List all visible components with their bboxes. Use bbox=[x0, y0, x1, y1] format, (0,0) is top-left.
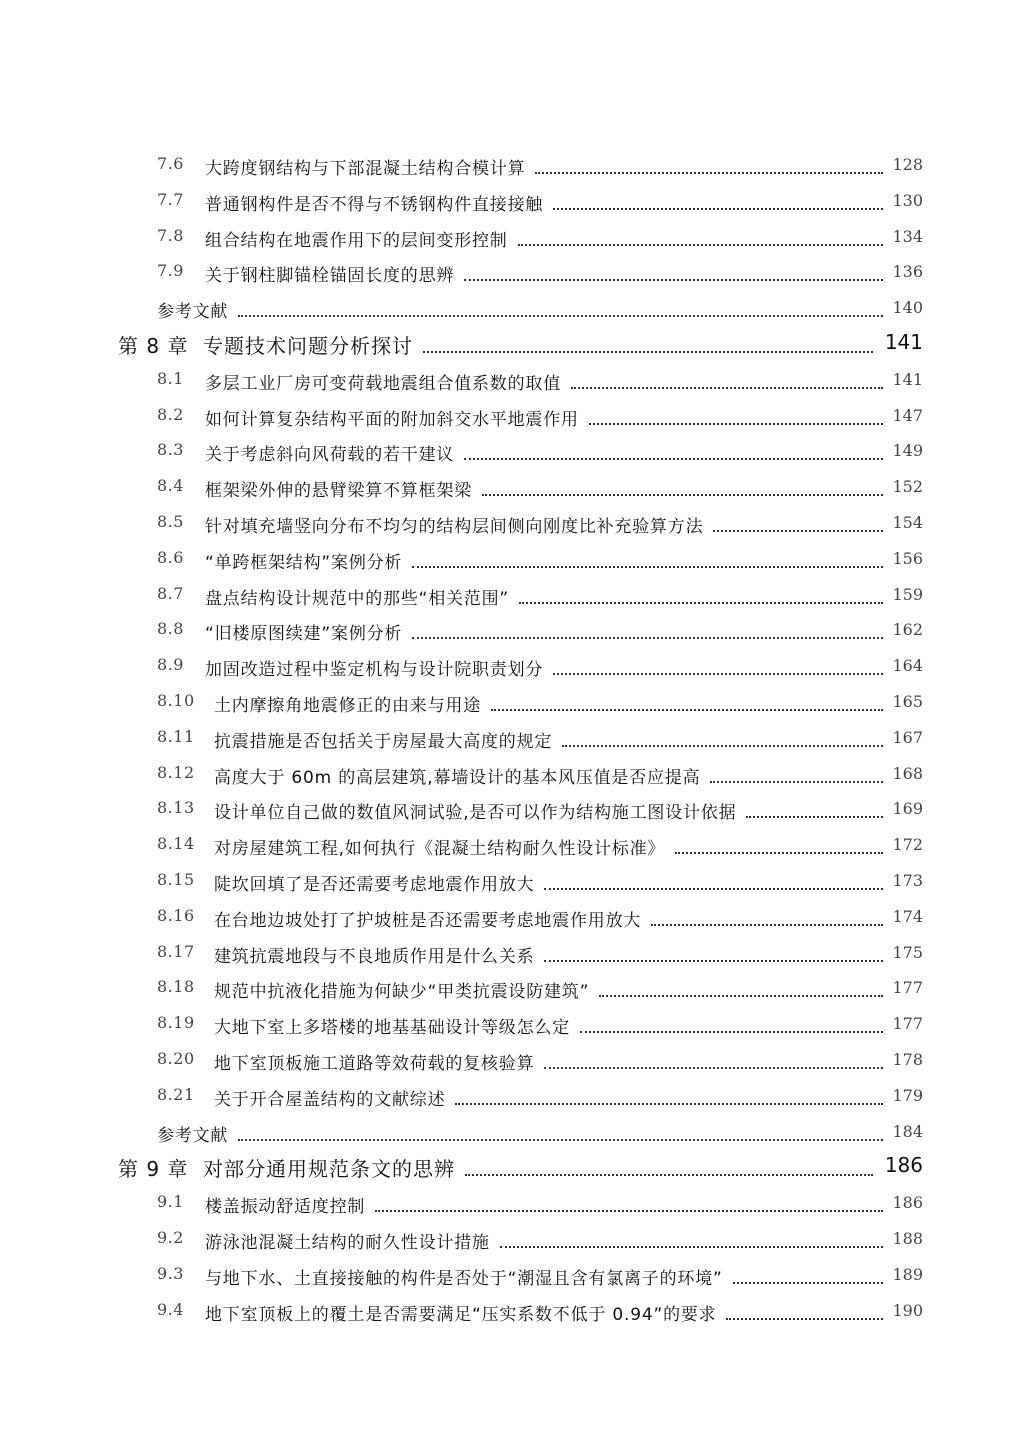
entry-title: 楼盖振动舒适度控制 bbox=[205, 1197, 366, 1218]
dot-leader bbox=[544, 1066, 883, 1069]
entry-title: 对房屋建筑工程,如何执行《混凝土结构耐久性设计标准》 bbox=[214, 839, 666, 860]
page-number: 184 bbox=[892, 1121, 923, 1141]
entry-title: 盘点结构设计规范中的那些“相关范围” bbox=[205, 588, 510, 609]
toc-section-row[interactable] bbox=[0, 542, 1027, 578]
toc-section-row[interactable] bbox=[0, 971, 1027, 1007]
entry-leader bbox=[214, 798, 887, 822]
entry-leader bbox=[205, 369, 887, 393]
toc-section-row[interactable] bbox=[0, 434, 1027, 470]
entry-leader bbox=[205, 226, 887, 250]
dot-leader bbox=[589, 422, 883, 425]
section-number: 7.9 bbox=[157, 261, 184, 281]
dot-leader bbox=[482, 493, 883, 496]
toc-section-row[interactable] bbox=[0, 506, 1027, 542]
toc-chapter-row[interactable] bbox=[0, 1150, 1027, 1186]
section-number: 8.18 bbox=[157, 977, 195, 997]
entry-title: 建筑抗震地段与不良地质作用是什么关系 bbox=[214, 946, 535, 967]
toc-section-row[interactable] bbox=[0, 649, 1027, 685]
entry-title: 陡坎回填了是否还需要考虑地震作用放大 bbox=[214, 874, 535, 895]
page-number: 177 bbox=[892, 978, 923, 998]
entry-title: 关于开合屋盖结构的文献综述 bbox=[214, 1089, 446, 1110]
page-number: 190 bbox=[892, 1300, 923, 1320]
section-number: 8.1 bbox=[157, 368, 184, 388]
toc-section-row[interactable] bbox=[0, 578, 1027, 614]
entry-leader bbox=[203, 1153, 877, 1182]
entry-title: “单跨框架结构”案例分析 bbox=[205, 552, 403, 573]
dot-leader bbox=[465, 1173, 873, 1176]
entry-title: 参考文献 bbox=[157, 1125, 229, 1146]
toc-section-row[interactable] bbox=[0, 1222, 1027, 1258]
section-number: 8.13 bbox=[157, 798, 195, 818]
toc-section-row[interactable] bbox=[0, 1079, 1027, 1115]
entry-title: 游泳池混凝土结构的耐久性设计措施 bbox=[205, 1232, 490, 1253]
section-number: 8.9 bbox=[157, 655, 184, 675]
toc-section-row[interactable] bbox=[0, 220, 1027, 256]
entry-leader bbox=[203, 330, 877, 358]
toc-references-row[interactable] bbox=[0, 291, 1027, 327]
entry-title: 关于钢柱脚锚栓锚固长度的思辨 bbox=[205, 266, 455, 287]
entry-leader bbox=[214, 727, 887, 751]
dot-leader bbox=[713, 529, 883, 532]
dot-leader bbox=[464, 457, 883, 460]
page-number: 186 bbox=[884, 1153, 923, 1178]
toc-section-row[interactable] bbox=[0, 721, 1027, 757]
page-number: 147 bbox=[892, 405, 923, 425]
toc-chapter-row[interactable] bbox=[0, 327, 1027, 363]
toc-section-row[interactable] bbox=[0, 1258, 1027, 1294]
entry-title: 对部分通用规范条文的思辨 bbox=[203, 1157, 455, 1182]
entry-leader bbox=[214, 1013, 887, 1037]
dot-leader bbox=[544, 887, 883, 890]
toc-section-row[interactable] bbox=[0, 792, 1027, 828]
toc-section-row[interactable] bbox=[0, 1294, 1027, 1330]
dot-leader bbox=[535, 171, 883, 174]
entry-title: 框架梁外伸的悬臂梁算不算框架梁 bbox=[205, 481, 472, 502]
section-number: 8.14 bbox=[157, 834, 195, 854]
entry-leader bbox=[205, 476, 887, 500]
page-number: 167 bbox=[892, 727, 923, 747]
entry-title: 与地下水、土直接接触的构件是否处于“潮湿且含有氯离子的环境” bbox=[205, 1268, 723, 1289]
dot-leader bbox=[675, 851, 883, 854]
page-number: 134 bbox=[892, 226, 923, 246]
page-number: 173 bbox=[892, 870, 923, 890]
entry-title: 高度大于 60m 的高层建筑,幕墙设计的基本风压值是否应提高 bbox=[214, 767, 701, 788]
entry-title: 大跨度钢结构与下部混凝土结构合模计算 bbox=[205, 159, 526, 179]
entry-leader bbox=[205, 548, 887, 572]
dot-leader bbox=[599, 994, 883, 997]
dot-leader bbox=[746, 815, 883, 818]
page-number: 156 bbox=[892, 548, 923, 568]
dot-leader bbox=[412, 565, 883, 568]
table-of-contents bbox=[0, 148, 1027, 1329]
entry-leader bbox=[214, 977, 887, 1001]
section-number: 8.3 bbox=[157, 440, 184, 460]
entry-title: 大地下室上多塔楼的地基基础设计等级怎么定 bbox=[214, 1018, 570, 1039]
dot-leader bbox=[423, 350, 873, 353]
toc-section-row[interactable] bbox=[0, 613, 1027, 649]
entry-title: 普通钢构件是否不得与不锈钢构件直接接触 bbox=[205, 194, 544, 215]
toc-section-row[interactable] bbox=[0, 255, 1027, 291]
toc-references-row[interactable] bbox=[0, 1115, 1027, 1151]
entry-title: 地下室顶板施工道路等效荷载的复核验算 bbox=[214, 1053, 535, 1074]
dot-leader bbox=[571, 386, 883, 389]
dot-leader bbox=[518, 243, 883, 246]
page-number: 179 bbox=[892, 1085, 923, 1105]
entry-leader bbox=[205, 405, 887, 429]
section-number: 9.1 bbox=[157, 1192, 184, 1212]
dot-leader bbox=[238, 314, 883, 317]
dot-leader bbox=[544, 959, 883, 962]
entry-leader bbox=[205, 584, 887, 608]
dot-leader bbox=[553, 207, 883, 210]
page-number: 141 bbox=[884, 329, 923, 354]
entry-title: 在台地边坡处打了护坡桩是否还需要考虑地震作用放大 bbox=[214, 910, 642, 931]
page-number: 165 bbox=[892, 691, 923, 711]
entry-title: 专题技术问题分析探讨 bbox=[203, 333, 413, 358]
section-number: 8.10 bbox=[157, 690, 195, 710]
page-number: 177 bbox=[892, 1014, 923, 1034]
section-number: 8.6 bbox=[157, 547, 184, 567]
page-number: 136 bbox=[892, 262, 923, 282]
entry-title: 加固改造过程中鉴定机构与设计院职责划分 bbox=[205, 660, 544, 681]
entry-leader bbox=[157, 297, 887, 321]
section-number: 9.4 bbox=[157, 1299, 184, 1319]
section-number: 8.5 bbox=[157, 511, 184, 531]
entry-leader bbox=[157, 1121, 887, 1145]
entry-leader bbox=[214, 1049, 887, 1073]
page-number: 154 bbox=[892, 512, 923, 532]
page-number: 130 bbox=[892, 190, 923, 210]
dot-leader bbox=[553, 672, 883, 675]
page-number: 152 bbox=[892, 477, 923, 497]
entry-leader bbox=[214, 870, 887, 894]
section-number: 8.15 bbox=[157, 869, 195, 889]
dot-leader bbox=[238, 1138, 883, 1141]
section-number: 8.2 bbox=[157, 404, 184, 424]
dot-leader bbox=[733, 1281, 883, 1284]
entry-title: 多层工业厂房可变荷载地震组合值系数的取值 bbox=[205, 373, 561, 394]
page-number: 162 bbox=[892, 620, 923, 640]
entry-title: 组合结构在地震作用下的层间变形控制 bbox=[205, 230, 508, 251]
entry-title: 关于考虑斜向风荷载的若干建议 bbox=[205, 445, 455, 466]
section-number: 8.21 bbox=[157, 1084, 195, 1104]
dot-leader bbox=[491, 708, 883, 711]
chapter-label: 第 8 章 bbox=[118, 333, 189, 358]
page-number: 164 bbox=[892, 656, 923, 676]
toc-section-row[interactable] bbox=[0, 757, 1027, 793]
dot-leader bbox=[710, 780, 883, 783]
toc-section-row[interactable] bbox=[0, 936, 1027, 972]
dot-leader bbox=[464, 278, 883, 281]
page-number: 128 bbox=[892, 155, 923, 174]
entry-leader bbox=[205, 154, 887, 178]
section-number: 9.3 bbox=[157, 1263, 184, 1283]
entry-leader bbox=[205, 1228, 887, 1252]
entry-leader bbox=[205, 261, 887, 285]
section-number: 8.19 bbox=[157, 1013, 195, 1033]
toc-section-row[interactable] bbox=[0, 399, 1027, 435]
section-number: 7.6 bbox=[157, 154, 184, 173]
toc-section-row[interactable] bbox=[0, 1007, 1027, 1043]
page-number: 188 bbox=[892, 1228, 923, 1248]
section-number: 7.7 bbox=[157, 189, 184, 209]
toc-section-row[interactable] bbox=[0, 363, 1027, 399]
entry-title: 如何计算复杂结构平面的附加斜交水平地震作用 bbox=[205, 409, 579, 430]
entry-title: 土内摩擦角地震修正的由来与用途 bbox=[214, 695, 481, 716]
toc-section-row[interactable] bbox=[0, 1043, 1027, 1079]
section-number: 9.2 bbox=[157, 1227, 184, 1247]
dot-leader bbox=[375, 1209, 883, 1212]
dot-leader bbox=[562, 744, 883, 747]
entry-leader bbox=[205, 1300, 887, 1324]
entry-leader bbox=[214, 942, 887, 966]
toc-section-row[interactable] bbox=[0, 470, 1027, 506]
toc-section-row[interactable] bbox=[0, 828, 1027, 864]
dot-leader bbox=[500, 1245, 883, 1248]
entry-leader bbox=[205, 1264, 887, 1288]
entry-leader bbox=[205, 440, 887, 464]
entry-title: 针对填充墙竖向分布不均匀的结构层间侧向刚度比补充验算方法 bbox=[205, 516, 704, 537]
entry-leader bbox=[214, 763, 887, 787]
toc-section-row[interactable] bbox=[0, 1186, 1027, 1222]
toc-section-row[interactable] bbox=[0, 900, 1027, 936]
section-number: 7.8 bbox=[157, 225, 184, 245]
entry-title: 规范中抗液化措施为何缺少“甲类抗震设防建筑” bbox=[214, 982, 590, 1003]
entry-title: 设计单位自己做的数值风洞试验,是否可以作为结构施工图设计依据 bbox=[214, 803, 737, 824]
toc-section-row[interactable] bbox=[0, 685, 1027, 721]
section-number: 8.17 bbox=[157, 941, 195, 961]
page-number: 175 bbox=[892, 942, 923, 962]
entry-leader bbox=[214, 834, 887, 858]
entry-leader bbox=[205, 190, 887, 214]
entry-leader bbox=[205, 512, 887, 536]
page-number: 169 bbox=[892, 799, 923, 819]
page-number: 178 bbox=[892, 1049, 923, 1069]
entry-title: 参考文献 bbox=[157, 302, 229, 323]
entry-leader bbox=[214, 691, 887, 715]
toc-section-row[interactable] bbox=[0, 184, 1027, 220]
page-number: 149 bbox=[892, 441, 923, 461]
section-number: 8.11 bbox=[157, 726, 195, 746]
entry-title: 抗震措施是否包括关于房屋最大高度的规定 bbox=[214, 731, 553, 752]
dot-leader bbox=[519, 601, 883, 604]
page-number: 174 bbox=[892, 906, 923, 926]
dot-leader bbox=[651, 923, 883, 926]
entry-title: “旧楼原图续建”案例分析 bbox=[205, 624, 403, 645]
section-number: 8.4 bbox=[157, 476, 184, 496]
dot-leader bbox=[726, 1317, 883, 1320]
section-number: 8.7 bbox=[157, 583, 184, 603]
section-number: 8.12 bbox=[157, 762, 195, 782]
entry-leader bbox=[205, 655, 887, 679]
entry-leader bbox=[214, 1085, 887, 1109]
page-number: 189 bbox=[892, 1264, 923, 1284]
page-number: 172 bbox=[892, 835, 923, 855]
toc-section-row[interactable] bbox=[0, 148, 1027, 184]
entry-title: 地下室顶板上的覆土是否需要满足“压实系数不低于 0.94”的要求 bbox=[205, 1304, 717, 1325]
chapter-label: 第 9 章 bbox=[118, 1157, 189, 1182]
entry-leader bbox=[205, 619, 887, 643]
page-number: 168 bbox=[892, 763, 923, 783]
page-number: 159 bbox=[892, 584, 923, 604]
page-number: 140 bbox=[892, 298, 923, 318]
page-number: 186 bbox=[892, 1193, 923, 1213]
dot-leader bbox=[455, 1102, 883, 1105]
entry-leader bbox=[205, 1192, 887, 1216]
dot-leader bbox=[412, 636, 883, 639]
entry-leader bbox=[214, 906, 887, 930]
section-number: 8.20 bbox=[157, 1048, 195, 1068]
section-number: 8.16 bbox=[157, 905, 195, 925]
page-number: 141 bbox=[892, 369, 923, 389]
dot-leader bbox=[580, 1030, 883, 1033]
toc-section-row[interactable] bbox=[0, 864, 1027, 900]
section-number: 8.8 bbox=[157, 619, 184, 639]
